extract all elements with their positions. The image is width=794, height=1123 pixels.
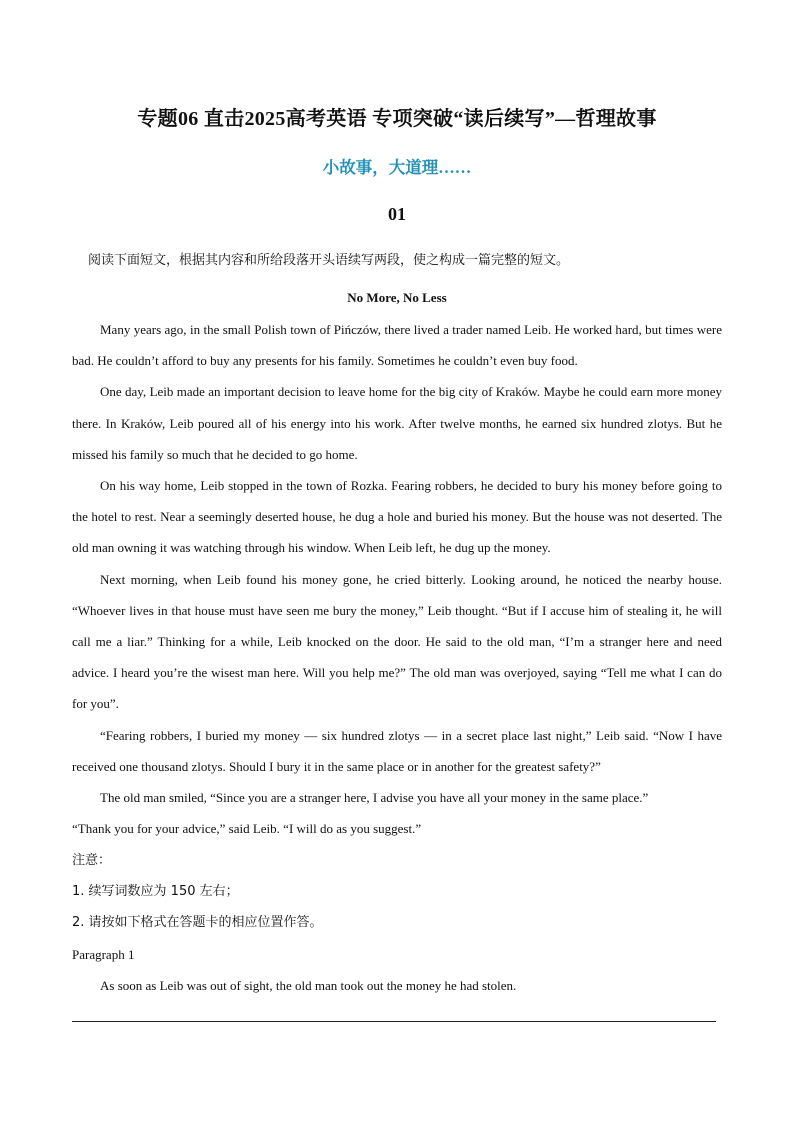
task-instruction: 阅读下面短文，根据其内容和所给段落开头语续写两段，使之构成一篇完整的短文。 <box>88 253 570 268</box>
paragraph-opening: As soon as Leib was out of sight, the old man took out the money he had stolen. <box>100 977 517 993</box>
story-paragraph: Next morning, when Leib found his money gone, he cried bitterly. Looking around, he noticed the nearby house. “Whoever lives in that house must have seen me bury the money,” Leib thought. “But if I accuse him of stealing it, he will call me a liar.” Thinking for a while, Leib knocked on the door. He said to the old man, “I’m a stranger here and need advice. I heard you’re the wisest man here. Will you help me?” The old man was overjoyed, saying “Tell me what I can do for you”. <box>72 571 722 712</box>
writing-notes <box>72 845 722 1001</box>
story-paragraph: The old man smiled, “Since you are a stranger here, I advise you have all your money in the same place.” <box>100 790 649 806</box>
page-subtitle: 小故事，大道理…… <box>322 158 472 177</box>
story-body <box>72 314 722 844</box>
note-item: 1. 续写词数应为 150 左右； <box>72 884 239 900</box>
story-paragraph: On his way home, Leib stopped in the town of Rozka. Fearing robbers, he decided to bury his money before going to the hotel to rest. Near a seemingly deserted house, he dug a hole and buried his money. But the house was not deserted. The old man owning it was watching through his window. When Leib left, he dug up the money. <box>72 478 722 556</box>
story-title: No More, No Less <box>347 290 447 305</box>
page-title: 专题06 直击2025高考英语 专项突破“读后续写”—哲理故事 <box>137 108 657 130</box>
paragraph-label: Paragraph 1 <box>72 946 135 962</box>
answer-line[interactable] <box>72 1021 716 1022</box>
story-paragraph: Many years ago, in the small Polish town of Pińczów, there lived a trader named Leib. He worked hard, but times were bad. He couldn’t afford to buy any presents for his family. Sometimes he couldn’t even buy food. <box>72 322 722 369</box>
story-paragraph: “Thank you for your advice,” said Leib. “I will do as you suggest.” <box>72 821 422 837</box>
story-paragraph: One day, Leib made an important decision to leave home for the big city of Kraków. Maybe he could earn more money there. In Kraków, Leib poured all of his energy into his work. After twelve months, he earned six hundred zlotys. But he missed his family so much that he decided to go home. <box>72 384 722 462</box>
note-item: 2. 请按如下格式在答题卡的相应位置作答。 <box>72 915 323 931</box>
section-number: 01 <box>388 204 406 224</box>
story-paragraph: “Fearing robbers, I buried my money — six hundred zlotys — in a secret place last night,” Leib said. “Now I have received one thousand zlotys. Should I bury it in the same place or in another for the greatest safety?” <box>72 727 722 774</box>
notes-heading: 注意： <box>72 853 112 868</box>
